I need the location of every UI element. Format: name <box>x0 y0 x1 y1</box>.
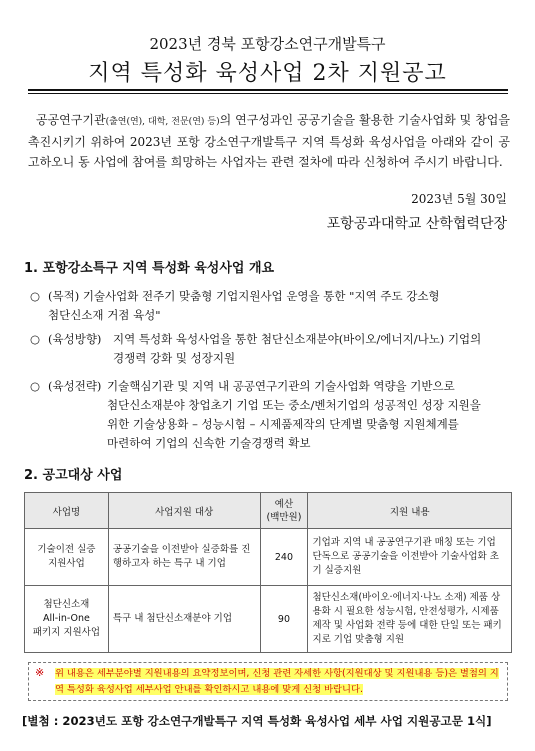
bullet-text: (목적) 기술사업화 전주기 맞춤형 기업지원사업 운영을 통한 "지역 주도 강소형 첨단신소재 거점 육성" <box>48 289 440 322</box>
target-cell: 공공기술을 이전받아 실증화를 진행하고자 하는 특구 내 기업 <box>108 529 260 586</box>
document-title: 지역 특성화 육성사업 2차 지원공고 <box>88 61 447 86</box>
intro-paragraph <box>28 110 510 172</box>
title-divider-thick <box>28 89 508 91</box>
overview-bullet-strategy <box>30 377 510 457</box>
intro-part1: 공공연구기관 <box>36 113 106 127</box>
bullet-text: 기술핵심기관 및 지역 내 공공연구기관의 기술사업화 역량을 기반으로 첨단신소재분야 창업초기 기업 또는 중소/벤처기업의 성공적인 성장 지원을 위한 기술상용화 – 성능시험 – 시제품제작의 단계별 맞춤형 지원체계를 마련하여 기업의 신속한 기술경쟁력 확보 <box>107 379 481 450</box>
table-row <box>25 529 512 586</box>
notice-mark: ※ <box>35 666 45 679</box>
bullet-label: (육성방향) <box>48 332 102 346</box>
program-name-cell: 첨단신소재 All-in-One 패키지 지원사업 <box>25 586 109 653</box>
program-table <box>24 492 512 653</box>
target-cell: 특구 내 첨단신소재분야 기업 <box>108 586 260 653</box>
budget-cell: 240 <box>260 529 308 586</box>
bullet-text: 지역 특성화 육성사업을 통한 첨단신소재분야(바이오/에너지/나노) 기업의 경쟁력 강화 및 성장지원 <box>113 332 482 365</box>
notice-highlighted-text: 위 내용은 세부분야별 지원내용의 요약정보이며, 신청 관련 자세한 사항(지원대상 및 지원내용 등)은 별첨의 지역 특성화 육성사업 세부사업 안내를 확인하시고 내용에 맞게 신청 바랍니다. <box>55 668 499 695</box>
intro-part2: 의 연구성과인 공공기술을 활용한 기술사업화 및 창업을 촉진시키기 위하여 2023년 포항 강소연구개발특구 지역 특성화 육성사업을 아래와 같이 공고하오니 동 사업에 참여를 희망하는 사업자는 관련 절차에 따라 신청하여 주시기 바랍니다. <box>28 113 510 169</box>
notice-text <box>55 666 503 698</box>
budget-cell: 90 <box>260 586 308 653</box>
content-cell: 기업과 지역 내 공공연구기관 매칭 또는 기업 단독으로 공공기술을 이전받아 기술사업화 초기 실증지원 <box>308 529 512 586</box>
section2-heading: 2. 공고대상 사업 <box>24 468 123 483</box>
table-header-row <box>25 493 512 529</box>
bullet-mark: ○ <box>30 289 41 303</box>
announcement-date: 2023년 5월 30일 <box>411 192 507 206</box>
overview-bullet-direction <box>30 330 510 370</box>
column-header-target: 사업지원 대상 <box>108 493 260 529</box>
column-header-program-name: 사업명 <box>25 493 109 529</box>
intro-small-note: (출연(연), 대학, 전문(연) 등) <box>105 117 220 127</box>
bullet-label: (육성전략) <box>48 379 102 393</box>
document-subtitle: 2023년 경북 포항강소연구개발특구 <box>149 35 386 53</box>
bullet-mark: ○ <box>30 332 41 346</box>
column-header-content: 지원 내용 <box>308 493 512 529</box>
column-header-budget: 예산 (백만원) <box>260 493 308 529</box>
title-divider-thin <box>28 93 508 94</box>
notice-box <box>28 662 508 701</box>
attachment-note: [별첨 : 2023년도 포항 강소연구개발특구 지역 특성화 육성사업 세부 사업 지원공고문 1식] <box>22 714 492 728</box>
table-row <box>25 586 512 653</box>
bullet-mark: ○ <box>30 379 41 393</box>
program-name-cell: 기술이전 실증 지원사업 <box>25 529 109 586</box>
issuing-organization: 포항공과대학교 산학협력단장 <box>326 216 507 232</box>
section1-heading: 1. 포항강소특구 지역 특성화 육성사업 개요 <box>24 261 275 276</box>
overview-bullet-purpose <box>30 287 510 327</box>
content-cell: 첨단신소재(바이오·에너지·나노 소재) 제품 상용화 시 필요한 성능시험, 안전성평가, 시제품 제작 및 사업화 전략 등에 대한 단일 또는 패키지로 기업 맞춤형 지원 <box>308 586 512 653</box>
